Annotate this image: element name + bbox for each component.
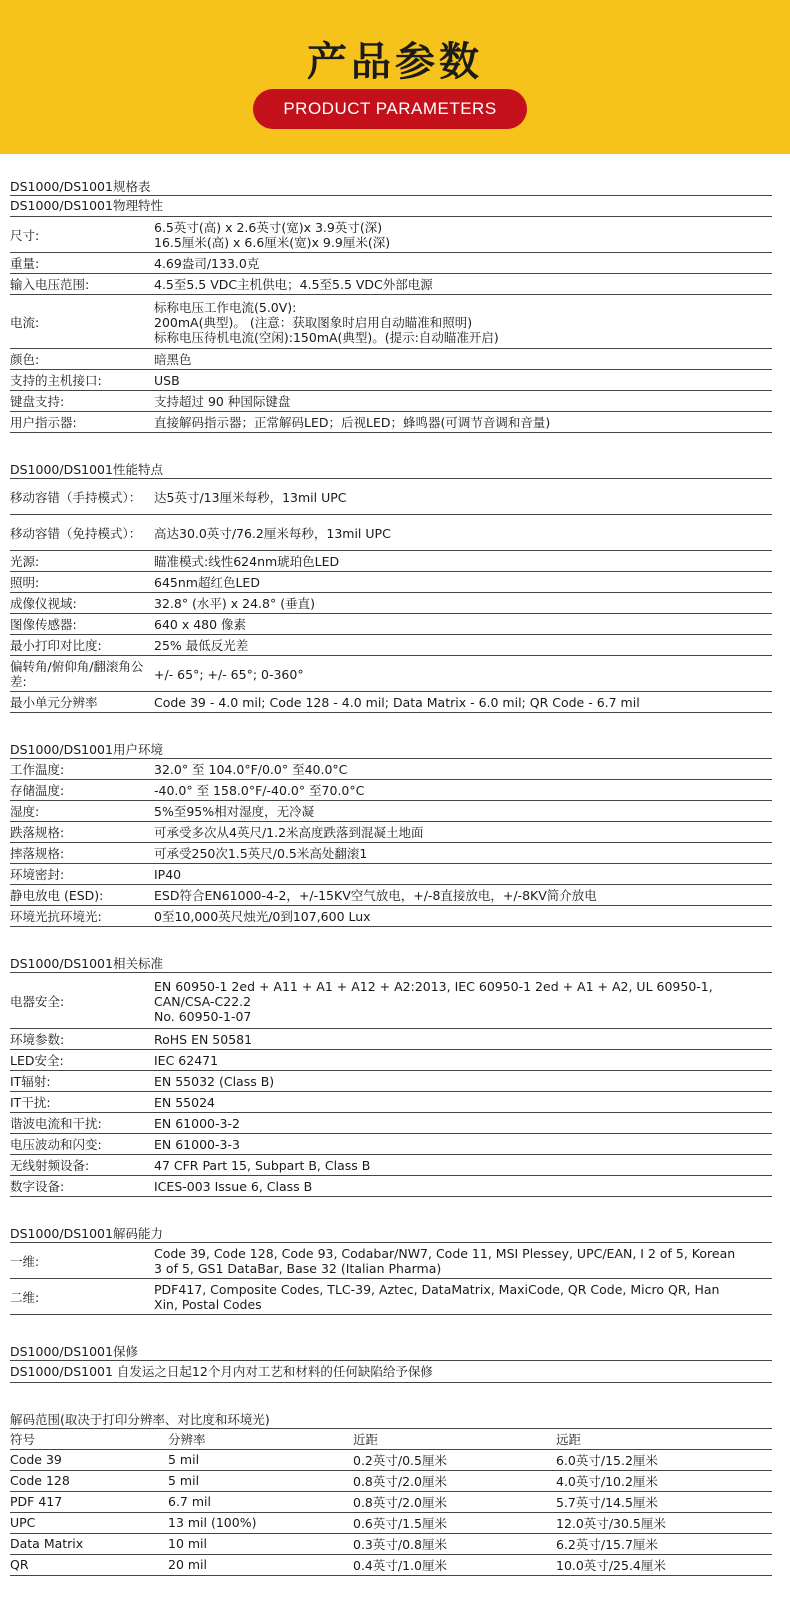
range-row [10,1554,772,1575]
spec-label: 存储温度: [10,783,65,798]
spec-value-line: 直接解码指示器；正常解码LED；后视LED；蜂鸣器(可调节音调和音量) [154,415,551,430]
spec-value [150,1134,772,1154]
spec-label: 摔落规格: [10,846,65,861]
spec-label: 静电放电 (ESD): [10,888,104,903]
spec-value [150,780,772,800]
spec-label: 用户指示器: [10,415,77,430]
spec-value [150,1155,772,1175]
spec-value-line: 可承受250次1.5英尺/0.5米高处翻滚1 [154,846,368,861]
spec-label: 成像仪视域: [10,596,77,611]
range-cell: 0.6英寸/1.5厘米 [353,1512,556,1533]
range-cell: Code 39 [10,1449,168,1470]
range-cell: Data Matrix [10,1533,168,1554]
spec-value [150,692,772,712]
range-cell: 13 mil (100%) [168,1512,353,1533]
environment-title: DS1000/DS1001用户环境 [10,735,772,759]
divider [10,1391,772,1405]
divider [10,441,772,455]
spec-label: 图像传感器: [10,617,77,632]
spec-value-line: 5%至95%相对湿度，无冷凝 [154,804,315,819]
page-subtitle-badge: PRODUCT PARAMETERS [253,89,527,129]
spec-label: 环境参数: [10,1032,65,1047]
performance-title: DS1000/DS1001性能特点 [10,455,772,479]
physical-section [10,172,772,433]
divider [10,1323,772,1337]
spec-label: 键盘支持: [10,394,65,409]
environment-rows [10,759,772,927]
spec-row [10,1155,772,1176]
spec-value [150,1050,772,1070]
divider [10,1205,772,1219]
spec-row [10,1243,772,1279]
spec-row [10,479,772,515]
warranty-title: DS1000/DS1001保修 [10,1337,772,1361]
range-cell: 0.4英寸/1.0厘米 [353,1554,556,1575]
spec-row [10,692,772,713]
range-cell: PDF 417 [10,1491,168,1512]
range-row [10,1449,772,1470]
spec-value [150,822,772,842]
spec-value [150,515,772,550]
physical-rows [10,217,772,433]
spec-value-line: No. 60950-1-07 [154,1008,252,1024]
environment-section [10,735,772,927]
range-cell: 4.0英寸/10.2厘米 [556,1470,772,1491]
spec-value [150,412,772,432]
range-cell: 10 mil [168,1533,353,1554]
spec-row [10,593,772,614]
spec-row [10,973,772,1029]
spec-label: 工作温度: [10,762,65,777]
spec-row [10,1176,772,1197]
spec-value-line: 瞄准模式:线性624nm琥珀色LED [154,554,340,569]
spec-value [150,1243,772,1278]
spec-row [10,635,772,656]
spec-row [10,1071,772,1092]
spec-value-line: EN 61000-3-3 [154,1137,240,1152]
spec-value [150,593,772,613]
spec-value [150,973,772,1028]
range-title: 解码范围(取决于打印分辨率、对比度和环境光) [10,1405,772,1429]
spec-value-line: 47 CFR Part 15, Subpart B, Class B [154,1158,371,1173]
range-cell: QR [10,1554,168,1575]
spec-value-line: IP40 [154,867,182,882]
spec-label: 颜色: [10,352,40,367]
spec-value-line: 标称电压工作电流(5.0V): [154,299,297,315]
spec-value-line: ESD符合EN61000-4-2，+/-15KV空气放电，+/-8直接放电，+/-8KV简介放电 [154,888,597,903]
spec-value [150,843,772,863]
range-cell: 0.2英寸/0.5厘米 [353,1449,556,1470]
spec-row [10,822,772,843]
range-cell: 10.0英寸/25.4厘米 [556,1554,772,1575]
spec-value-line: 高达30.0英寸/76.2厘米每秒，13mil UPC [154,525,391,541]
spec-value [150,635,772,655]
spec-label: 电器安全: [10,993,65,1009]
spec-row [10,391,772,412]
spec-row [10,780,772,801]
spec-row [10,801,772,822]
spec-value-line: ICES-003 Issue 6, Class B [154,1179,313,1194]
spec-value [150,801,772,821]
spec-label: 电压波动和闪变: [10,1137,102,1152]
divider [10,935,772,949]
performance-section [10,455,772,713]
range-row [10,1512,772,1533]
spec-value [150,349,772,369]
physical-title: DS1000/DS1001物理特性 [10,196,772,217]
spec-label: 光源: [10,554,40,569]
spec-row [10,759,772,780]
spec-label: 移动容错（免持模式）： [10,525,142,541]
spec-row [10,614,772,635]
spec-label: 环境光抗环境光: [10,909,102,924]
spec-label: 移动容错（手持模式）： [10,489,142,505]
spec-value [150,370,772,390]
spec-value-line: 645nm超红色LED [154,575,260,590]
spec-label: 偏转角/俯仰角/翻滚角公差: [10,659,144,689]
spec-title: DS1000/DS1001规格表 [10,172,772,196]
spec-row [10,349,772,370]
spec-row [10,1279,772,1315]
range-cell: 6.2英寸/15.7厘米 [556,1533,772,1554]
page-title: 产品参数 [307,39,483,85]
decode-section [10,1219,772,1315]
spec-value [150,656,772,691]
spec-label: IT干扰: [10,1095,51,1110]
spec-label: 谐波电流和干扰: [10,1116,102,1131]
spec-value-line: EN 60950-1 2ed + A11 + A1 + A12 + A2:2013, IEC 60950-1 2ed + A1 + A2, UL 60950-1, [154,978,713,994]
spec-value [150,217,772,252]
column-header: 符号 [10,1429,168,1449]
header-banner [0,0,790,154]
spec-row [10,1050,772,1071]
spec-value [150,864,772,884]
spec-value [150,1176,772,1196]
spec-row [10,1134,772,1155]
spec-value [150,1279,772,1314]
range-cell: 0.8英寸/2.0厘米 [353,1491,556,1512]
range-section [10,1405,772,1576]
spec-label: 湿度: [10,804,40,819]
spec-value-line: 3 of 5, GS1 DataBar, Base 32 (Italian Pharma) [154,1261,442,1276]
range-cell: 12.0英寸/30.5厘米 [556,1512,772,1533]
spec-row [10,885,772,906]
spec-value [150,1113,772,1133]
range-cell: 20 mil [168,1554,353,1575]
standards-section [10,949,772,1197]
range-cell: 6.0英寸/15.2厘米 [556,1449,772,1470]
spec-value [150,551,772,571]
spec-value [150,479,772,514]
spec-value [150,759,772,779]
spec-value [150,391,772,411]
spec-value-line: 200mA(典型)。 (注意：获取图象时启用自动瞄准和照明) [154,314,473,330]
range-cell: Code 128 [10,1470,168,1491]
range-row [10,1533,772,1554]
spec-value-line: 32.8° (水平) x 24.8° (垂直) [154,596,315,611]
range-cell: 5 mil [168,1449,353,1470]
spec-row [10,864,772,885]
divider [10,721,772,735]
spec-label: IT辐射: [10,1074,51,1089]
spec-value-line: USB [154,373,180,388]
spec-row [10,572,772,593]
spec-value-line: RoHS EN 50581 [154,1032,253,1047]
spec-value [150,295,772,348]
spec-value-line: 25% 最低反光差 [154,638,249,653]
spec-value [150,1071,772,1091]
spec-row [10,1029,772,1050]
spec-value-line: 640 x 480 像素 [154,617,247,632]
spec-label: 最小打印对比度: [10,638,102,653]
spec-value-line: 可承受多次从4英尺/1.2米高度跌落到混凝土地面 [154,825,424,840]
spec-row [10,843,772,864]
range-cell: 0.8英寸/2.0厘米 [353,1470,556,1491]
spec-row [10,1092,772,1113]
spec-content [0,154,790,1576]
spec-value-line: +/- 65°; +/- 65°; 0-360° [154,666,304,682]
spec-value-line: EN 55032 (Class B) [154,1074,275,1089]
spec-label: 环境密封: [10,867,65,882]
spec-label: 电流: [10,314,40,330]
spec-value-line: 达5英寸/13厘米每秒，13mil UPC [154,489,347,505]
spec-label: 最小单元分辨率 [10,695,98,710]
spec-value-line: 0至10,000英尺烛光/0到107,600 Lux [154,909,371,924]
spec-value [150,614,772,634]
spec-label: LED安全: [10,1053,64,1068]
range-cell: 5 mil [168,1470,353,1491]
spec-value-line: Code 39 - 4.0 mil; Code 128 - 4.0 mil; Data Matrix - 6.0 mil; QR Code - 6.7 mil [154,695,640,710]
spec-value-line: IEC 62471 [154,1053,219,1068]
range-row [10,1491,772,1512]
spec-label: 跌落规格: [10,825,65,840]
warranty-text: DS1000/DS1001 自发运之日起12个月内对工艺和材料的任何缺陷给予保修 [10,1361,772,1383]
spec-row [10,906,772,927]
spec-value-line: PDF417, Composite Codes, TLC-39, Aztec, DataMatrix, MaxiCode, QR Code, Micro QR, Han [154,1282,720,1297]
spec-value-line: 4.69盎司/133.0克 [154,256,260,271]
spec-row [10,656,772,692]
spec-row [10,515,772,551]
range-cell: 5.7英寸/14.5厘米 [556,1491,772,1512]
spec-label: 重量: [10,256,40,271]
spec-value-line: EN 55024 [154,1095,215,1110]
column-header: 分辨率 [168,1429,353,1449]
decode-title: DS1000/DS1001解码能力 [10,1219,772,1243]
spec-row [10,274,772,295]
spec-value [150,906,772,926]
spec-value-line: CAN/CSA-C22.2 [154,993,252,1009]
spec-row [10,253,772,274]
range-cell: UPC [10,1512,168,1533]
spec-value-line: 支持超过 90 种国际键盘 [154,394,291,409]
spec-label: 尺寸: [10,227,40,243]
range-cell: 6.7 mil [168,1491,353,1512]
spec-label: 支持的主机接口: [10,373,102,388]
spec-value-line: 6.5英寸(高) x 2.6英寸(宽)x 3.9英寸(深) [154,220,383,235]
range-header-row [10,1429,772,1449]
decode-rows [10,1243,772,1315]
spec-value-line: -40.0° 至 158.0°F/-40.0° 至70.0°C [154,783,365,798]
spec-value [150,572,772,592]
spec-value [150,1092,772,1112]
spec-value [150,253,772,273]
spec-row [10,1113,772,1134]
column-header: 近距 [353,1429,556,1449]
range-table [10,1429,772,1576]
spec-row [10,217,772,253]
spec-value-line: 标称电压待机电流(空闲):150mA(典型)。(提示:自动瞄准开启) [154,329,499,345]
spec-label: 照明: [10,575,40,590]
spec-value-line: EN 61000-3-2 [154,1116,240,1131]
range-row [10,1470,772,1491]
spec-value-line: 16.5厘米(高) x 6.6厘米(宽)x 9.9厘米(深) [154,235,391,250]
range-body [10,1449,772,1575]
range-cell: 0.3英寸/0.8厘米 [353,1533,556,1554]
spec-value [150,885,772,905]
column-header: 远距 [556,1429,772,1449]
spec-row [10,295,772,349]
spec-row [10,551,772,572]
warranty-section [10,1337,772,1383]
spec-row [10,370,772,391]
spec-value-line: 暗黑色 [154,352,192,367]
spec-label: 数字设备: [10,1179,65,1194]
spec-label: 二维: [10,1289,40,1305]
spec-value [150,1029,772,1049]
spec-label: 输入电压范围: [10,277,90,292]
spec-value-line: Xin, Postal Codes [154,1297,262,1312]
spec-value [150,274,772,294]
spec-value-line: 4.5至5.5 VDC主机供电；4.5至5.5 VDC外部电源 [154,277,433,292]
spec-value-line: 32.0° 至 104.0°F/0.0° 至40.0°C [154,762,348,777]
standards-title: DS1000/DS1001相关标准 [10,949,772,973]
spec-row [10,412,772,433]
standards-rows [10,973,772,1197]
spec-label: 无线射频设备: [10,1158,90,1173]
spec-value-line: Code 39, Code 128, Code 93, Codabar/NW7, Code 11, MSI Plessey, UPC/EAN, I 2 of 5, Korean [154,1246,736,1261]
spec-label: 一维: [10,1253,40,1269]
performance-rows [10,479,772,713]
